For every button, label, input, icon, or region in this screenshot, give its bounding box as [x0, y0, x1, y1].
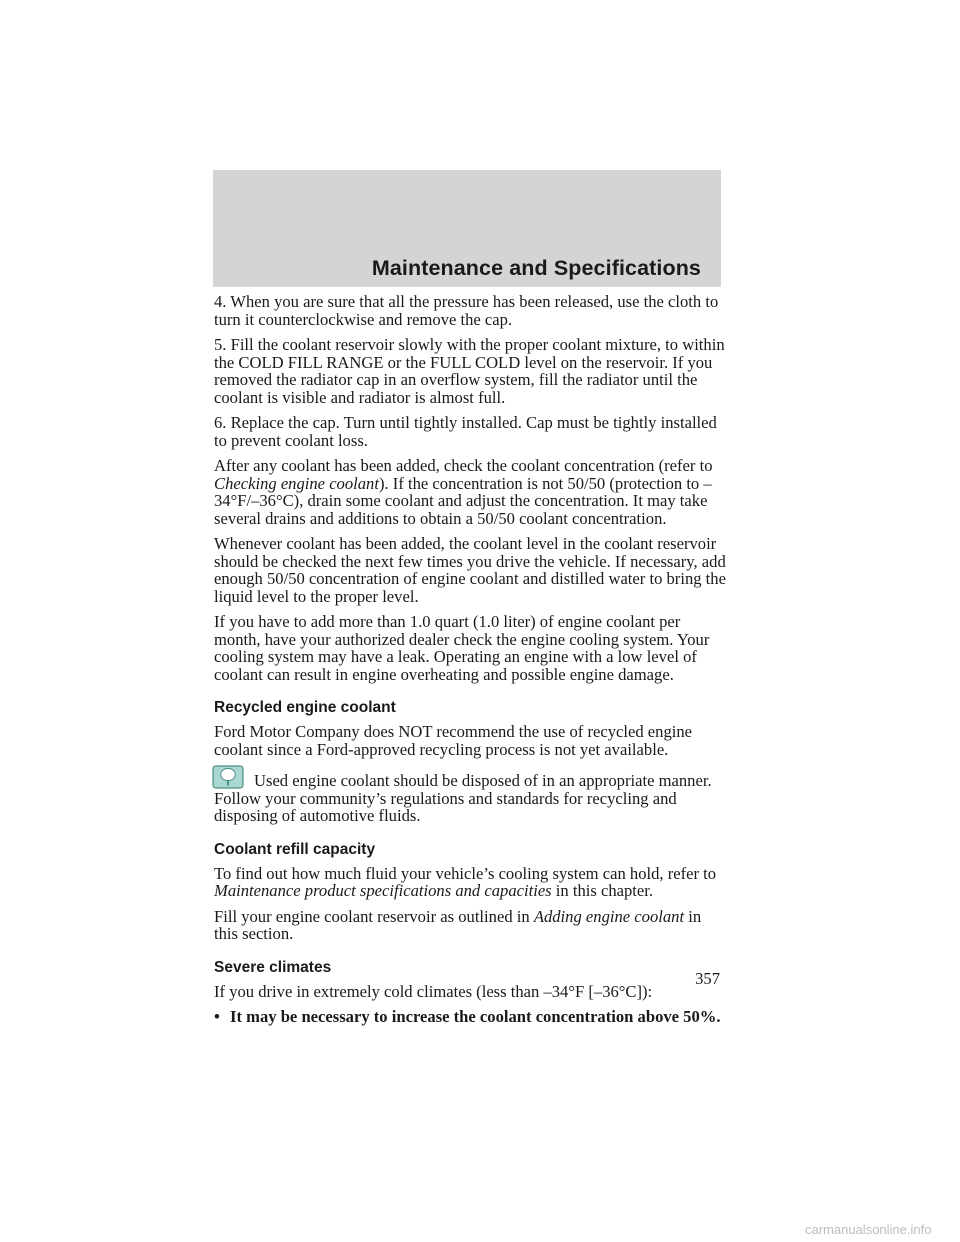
adding-engine-coolant-reference: Adding engine coolant	[533, 906, 685, 926]
bullet-item	[214, 1008, 726, 1026]
recycled-heading: Recycled engine coolant	[214, 699, 396, 716]
page-number: 357	[695, 969, 720, 988]
bullet-text: It may be necessary to increase the coolant concentration above 50%.	[230, 1007, 721, 1026]
watermark: carmanualsonline.info	[805, 1222, 932, 1237]
tree-icon	[212, 765, 244, 789]
severe-heading: Severe climates	[214, 958, 332, 976]
environment-note	[214, 772, 726, 825]
refill-text-4: in this section.	[214, 906, 702, 943]
refill-paragraph-2	[214, 908, 726, 943]
more-than-paragraph: If you have to add more than 1.0 quart (1.0 liter) of engine coolant per month, have your authorized dealer check the engine cooling system. Your cooling system may have a leak. Operating an engine with a low level of coolant can result in engine overheating and possible engine damage.	[214, 612, 710, 684]
concentration-text-2: ). If the concentration is not 50/50 (protection to –34°F/–36°C), drain some coolant and adjust the concentration. It may take several drains and additions to obtain a 50/50 coolant concentration.	[214, 473, 712, 528]
section-title: Maintenance and Specifications	[371, 256, 701, 280]
recycled-paragraph: Ford Motor Company does NOT recommend the use of recycled engine coolant since a Ford-approved recycling process is not yet available.	[214, 722, 693, 759]
refill-text-1: To find out how much fluid your vehicle’s cooling system can hold, refer to	[214, 863, 717, 883]
step-6: 6. Replace the cap. Turn until tightly installed. Cap must be tightly installed to prevent coolant loss.	[214, 413, 717, 450]
concentration-text-1: After any coolant has been added, check the coolant concentration (refer to	[214, 456, 713, 475]
severe-intro: If you drive in extremely cold climates (less than –34°F [–36°C]):	[214, 981, 653, 1001]
refill-paragraph-1	[214, 865, 726, 900]
refill-heading: Coolant refill capacity	[214, 840, 376, 858]
checking-engine-coolant-reference: Checking engine coolant	[214, 473, 379, 493]
header-band	[213, 170, 721, 287]
step-5: 5. Fill the coolant reservoir slowly with the proper coolant mixture, to within the COLD FILL RANGE or the FULL COLD level on the reservoir. If you removed the radiator cap in an overflow system, fill the radiator until the coolant is visible and radiator is almost full.	[214, 335, 725, 407]
concentration-paragraph	[214, 457, 726, 527]
step-4: 4. When you are sure that all the pressure has been released, use the cloth to turn it counterclockwise and remove the cap.	[214, 292, 719, 329]
environment-note-text: Used engine coolant should be disposed of in an appropriate manner. Follow your community’s regulations and standards for recycling and disposing of automotive fluids.	[214, 771, 712, 825]
whenever-paragraph: Whenever coolant has been added, the coolant level in the coolant reservoir should be checked the next few times you drive the vehicle. If necessary, add enough 50/50 concentration of engine coolant and distilled water to bring the liquid level to the proper level.	[214, 534, 726, 606]
page-content	[214, 293, 726, 1026]
bullet-mark: •	[214, 1007, 220, 1026]
refill-text-3: Fill your engine coolant reservoir as outlined in	[214, 906, 534, 926]
refill-text-2: in this chapter.	[551, 881, 654, 900]
capacities-reference: Maintenance product specifications and capacities	[214, 881, 552, 900]
